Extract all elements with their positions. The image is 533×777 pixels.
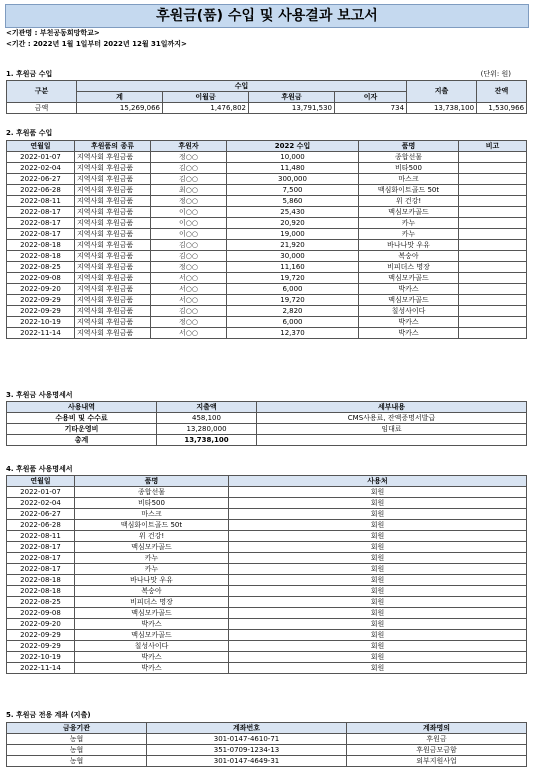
donation-usage-table [6,401,527,446]
destination-cell: 회원 [229,652,527,663]
account-number-cell: 351-0709-1234-13 [147,745,347,756]
date-cell: 2022-08-17 [7,218,75,229]
donor-cell: 정○○ [151,317,227,328]
date-cell: 2022-08-18 [7,575,75,586]
type-cell: 지역사회 후원금품 [75,196,151,207]
expense-amount: 13,738,100 [407,103,477,114]
date-cell: 2022-08-25 [7,262,75,273]
table-row [7,542,527,553]
donor-cell: 정○○ [151,196,227,207]
unit-label: (단위: 원) [480,70,511,78]
section-3-title: 3. 후원금 사용명세서 [6,391,73,399]
col-account-number: 계좌번호 [147,723,347,734]
destination-cell: 회원 [229,564,527,575]
destination-cell: 회원 [229,575,527,586]
table-row [7,328,527,339]
table-row [7,652,527,663]
note-cell [459,207,527,218]
destination-cell: 회원 [229,597,527,608]
destination-cell: 회원 [229,608,527,619]
table-row [7,196,527,207]
item-cell: 바나나맛 우유 [75,575,229,586]
account-holder-cell: 후원금모금함 [347,745,527,756]
income-cell: 11,480 [227,163,359,174]
donated-goods-usage-table [6,475,527,674]
section-5-title: 5. 후원금 전용 계좌 (지출) [6,711,91,719]
date-cell: 2022-08-17 [7,207,75,218]
item-cell: 박카스 [75,619,229,630]
destination-cell: 회원 [229,531,527,542]
destination-cell: 회원 [229,509,527,520]
section-1-title: 1. 후원금 수입 [6,70,53,78]
date-cell: 2022-08-17 [7,553,75,564]
date-cell: 2022-09-29 [7,295,75,306]
header-expense: 지출 [407,81,477,103]
table-row [7,619,527,630]
item-cell: 맥심모카골드 [75,608,229,619]
col-bank: 금융기관 [7,723,147,734]
table-row [7,520,527,531]
date-cell: 2022-08-18 [7,240,75,251]
col-income: 2022 수입 [227,141,359,152]
income-cell: 30,000 [227,251,359,262]
usage-total-label: 총계 [7,435,157,446]
interest-amount: 734 [335,103,407,114]
income-cell: 2,820 [227,306,359,317]
donor-cell: 김○○ [151,306,227,317]
date-cell: 2022-11-14 [7,663,75,674]
report-title: 후원금(품) 수입 및 사용결과 보고서 [5,4,529,28]
col-donor: 후원자 [151,141,227,152]
bank-cell: 농협 [7,756,147,767]
table-row [7,240,527,251]
note-cell [459,251,527,262]
table-row [7,734,527,745]
report-period: <기간 : 2022년 1월 1일부터 2022년 12월 31일까지> [6,40,187,48]
date-cell: 2022-09-20 [7,619,75,630]
header-gubun: 구분 [7,81,77,103]
row-label: 금액 [7,103,77,114]
date-cell: 2022-02-04 [7,498,75,509]
item-cell: 복숭아 [75,586,229,597]
table-row [7,553,527,564]
donor-cell: 서○○ [151,328,227,339]
item-cell: 비피더스 명장 [75,597,229,608]
header-interest: 이자 [335,92,407,103]
item-cell: 맥심모카골드 [75,630,229,641]
item-cell: 위 건강! [75,531,229,542]
date-cell: 2022-08-25 [7,597,75,608]
destination-cell: 회원 [229,619,527,630]
note-cell [459,163,527,174]
donor-cell: 김○○ [151,251,227,262]
date-cell: 2022-06-27 [7,174,75,185]
donor-cell: 정○○ [151,152,227,163]
type-cell: 지역사회 후원금품 [75,174,151,185]
income-cell: 19,000 [227,229,359,240]
item-cell: 박카스 [359,328,459,339]
table-row [7,597,527,608]
date-cell: 2022-08-17 [7,564,75,575]
note-cell [459,240,527,251]
donor-cell: 이○○ [151,207,227,218]
donor-cell: 이○○ [151,229,227,240]
income-cell: 12,370 [227,328,359,339]
table-row [7,218,527,229]
income-cell: 7,500 [227,185,359,196]
usage-name: 수용비 및 수수료 [7,413,157,424]
table-row [7,756,527,767]
type-cell: 지역사회 후원금품 [75,295,151,306]
date-cell: 2022-06-28 [7,185,75,196]
date-cell: 2022-10-19 [7,317,75,328]
item-cell: 박카스 [75,663,229,674]
col-note: 비고 [459,141,527,152]
donor-cell: 김○○ [151,163,227,174]
col-usage: 사용내역 [7,402,157,413]
col-detail: 세부내용 [257,402,527,413]
item-cell: 맥심화이트골드 50t [75,520,229,531]
table-row [7,630,527,641]
table-row [7,229,527,240]
destination-cell: 회원 [229,498,527,509]
item-cell: 맥심모카골드 [359,295,459,306]
note-cell [459,273,527,284]
item-cell: 카누 [359,229,459,240]
item-cell: 종합선물 [359,152,459,163]
date-cell: 2022-01-07 [7,487,75,498]
note-cell [459,196,527,207]
usage-detail: 임대료 [257,424,527,435]
table-row [7,498,527,509]
section-4-title: 4. 후원품 사용명세서 [6,465,73,473]
table-row [7,663,527,674]
donated-goods-income-table [6,140,527,339]
note-cell [459,306,527,317]
table-row [7,586,527,597]
header-donation: 후원금 [249,92,335,103]
table-row [7,509,527,520]
destination-cell: 회원 [229,542,527,553]
usage-amount: 458,100 [157,413,257,424]
table-row [7,306,527,317]
item-cell: 카누 [75,564,229,575]
col-item: 품명 [75,476,229,487]
table-row [7,317,527,328]
note-cell [459,185,527,196]
income-cell: 19,720 [227,295,359,306]
usage-name: 기타운영비 [7,424,157,435]
donor-cell: 서○○ [151,295,227,306]
table-row [7,531,527,542]
table-row [7,207,527,218]
account-number-cell: 301-0147-4610-71 [147,734,347,745]
item-cell: 종합선물 [75,487,229,498]
col-type: 후원품의 종류 [75,141,151,152]
bank-cell: 농협 [7,745,147,756]
note-cell [459,174,527,185]
header-carry: 이월금 [163,92,249,103]
note-cell [459,328,527,339]
type-cell: 지역사회 후원금품 [75,218,151,229]
table-row [7,273,527,284]
table-row [7,152,527,163]
date-cell: 2022-08-18 [7,251,75,262]
header-balance: 잔액 [477,81,527,103]
type-cell: 지역사회 후원금품 [75,152,151,163]
destination-cell: 회원 [229,487,527,498]
table-row [7,564,527,575]
date-cell: 2022-09-08 [7,608,75,619]
date-cell: 2022-06-27 [7,509,75,520]
date-cell: 2022-01-07 [7,152,75,163]
section-2-title: 2. 후원품 수입 [6,129,53,137]
item-cell: 비피더스 명장 [359,262,459,273]
date-cell: 2022-10-19 [7,652,75,663]
destination-cell: 회원 [229,630,527,641]
col-date: 연월일 [7,476,75,487]
income-cell: 10,000 [227,152,359,163]
usage-total-value: 13,738,100 [157,435,257,446]
header-income: 수입 [77,81,407,92]
item-cell: 박카스 [359,317,459,328]
date-cell: 2022-09-29 [7,306,75,317]
note-cell [459,229,527,240]
col-destination: 사용처 [229,476,527,487]
type-cell: 지역사회 후원금품 [75,163,151,174]
note-cell [459,262,527,273]
date-cell: 2022-08-11 [7,531,75,542]
table-row [7,251,527,262]
income-cell: 6,000 [227,284,359,295]
account-holder-cell: 외부지원사업 [347,756,527,767]
table-row [7,608,527,619]
col-amount: 지출액 [157,402,257,413]
type-cell: 지역사회 후원금품 [75,240,151,251]
item-cell: 맥심모카골드 [75,542,229,553]
date-cell: 2022-11-14 [7,328,75,339]
donor-cell: 김○○ [151,240,227,251]
organization-name: <기관명 : 부천공동희망학교> [6,29,100,37]
type-cell: 지역사회 후원금품 [75,273,151,284]
item-cell: 맥심모카골드 [359,273,459,284]
type-cell: 지역사회 후원금품 [75,207,151,218]
donor-cell: 서○○ [151,273,227,284]
income-cell: 5,860 [227,196,359,207]
note-cell [459,317,527,328]
col-date: 연월일 [7,141,75,152]
note-cell [459,284,527,295]
note-cell [459,295,527,306]
date-cell: 2022-06-28 [7,520,75,531]
item-cell: 비타500 [359,163,459,174]
bank-cell: 농협 [7,734,147,745]
item-cell: 복숭아 [359,251,459,262]
table-row [7,487,527,498]
usage-amount: 13,280,000 [157,424,257,435]
type-cell: 지역사회 후원금품 [75,229,151,240]
carry-amount: 1,476,802 [163,103,249,114]
date-cell: 2022-08-17 [7,229,75,240]
item-cell: 마스크 [75,509,229,520]
item-cell: 비타500 [75,498,229,509]
item-cell: 박카스 [359,284,459,295]
donation-amount: 13,791,530 [249,103,335,114]
account-holder-cell: 후원금 [347,734,527,745]
item-cell: 위 건강! [359,196,459,207]
income-cell: 6,000 [227,317,359,328]
income-cell: 19,720 [227,273,359,284]
date-cell: 2022-09-29 [7,641,75,652]
item-cell: 카누 [359,218,459,229]
table-row [7,295,527,306]
item-cell: 마스크 [359,174,459,185]
item-cell: 칠성사이다 [359,306,459,317]
note-cell [459,152,527,163]
header-total: 계 [77,92,163,103]
donor-cell: 김○○ [151,174,227,185]
destination-cell: 회원 [229,641,527,652]
date-cell: 2022-02-04 [7,163,75,174]
table-row [7,745,527,756]
usage-total-empty [257,435,527,446]
income-cell: 21,920 [227,240,359,251]
item-cell: 박카스 [75,652,229,663]
table-row [7,163,527,174]
table-row [7,284,527,295]
item-cell: 맥심화이트골드 50t [359,185,459,196]
table-row [7,174,527,185]
type-cell: 지역사회 후원금품 [75,306,151,317]
date-cell: 2022-08-18 [7,586,75,597]
destination-cell: 회원 [229,586,527,597]
type-cell: 지역사회 후원금품 [75,328,151,339]
item-cell: 카누 [75,553,229,564]
type-cell: 지역사회 후원금품 [75,185,151,196]
col-item: 품명 [359,141,459,152]
donation-income-table [6,80,527,114]
balance-amount: 1,530,966 [477,103,527,114]
donor-cell: 정○○ [151,262,227,273]
type-cell: 지역사회 후원금품 [75,317,151,328]
type-cell: 지역사회 후원금품 [75,284,151,295]
table-row [7,185,527,196]
date-cell: 2022-09-08 [7,273,75,284]
date-cell: 2022-08-11 [7,196,75,207]
destination-cell: 회원 [229,520,527,531]
col-account-holder: 계좌명의 [347,723,527,734]
type-cell: 지역사회 후원금품 [75,262,151,273]
donor-cell: 이○○ [151,218,227,229]
usage-detail: CMS사용료, 잔액증명서발급 [257,413,527,424]
item-cell: 칠성사이다 [75,641,229,652]
date-cell: 2022-09-20 [7,284,75,295]
account-number-cell: 301-0147-4649-31 [147,756,347,767]
date-cell: 2022-09-29 [7,630,75,641]
account-table [6,722,527,767]
type-cell: 지역사회 후원금품 [75,251,151,262]
destination-cell: 회원 [229,663,527,674]
income-cell: 11,160 [227,262,359,273]
destination-cell: 회원 [229,553,527,564]
table-row [7,575,527,586]
income-cell: 25,430 [227,207,359,218]
date-cell: 2022-08-17 [7,542,75,553]
note-cell [459,218,527,229]
table-row [7,641,527,652]
donor-cell: 최○○ [151,185,227,196]
income-cell: 20,920 [227,218,359,229]
item-cell: 맥심모카골드 [359,207,459,218]
income-cell: 300,000 [227,174,359,185]
income-total: 15,269,066 [77,103,163,114]
item-cell: 바나나맛 우유 [359,240,459,251]
table-row [7,262,527,273]
donor-cell: 서○○ [151,284,227,295]
